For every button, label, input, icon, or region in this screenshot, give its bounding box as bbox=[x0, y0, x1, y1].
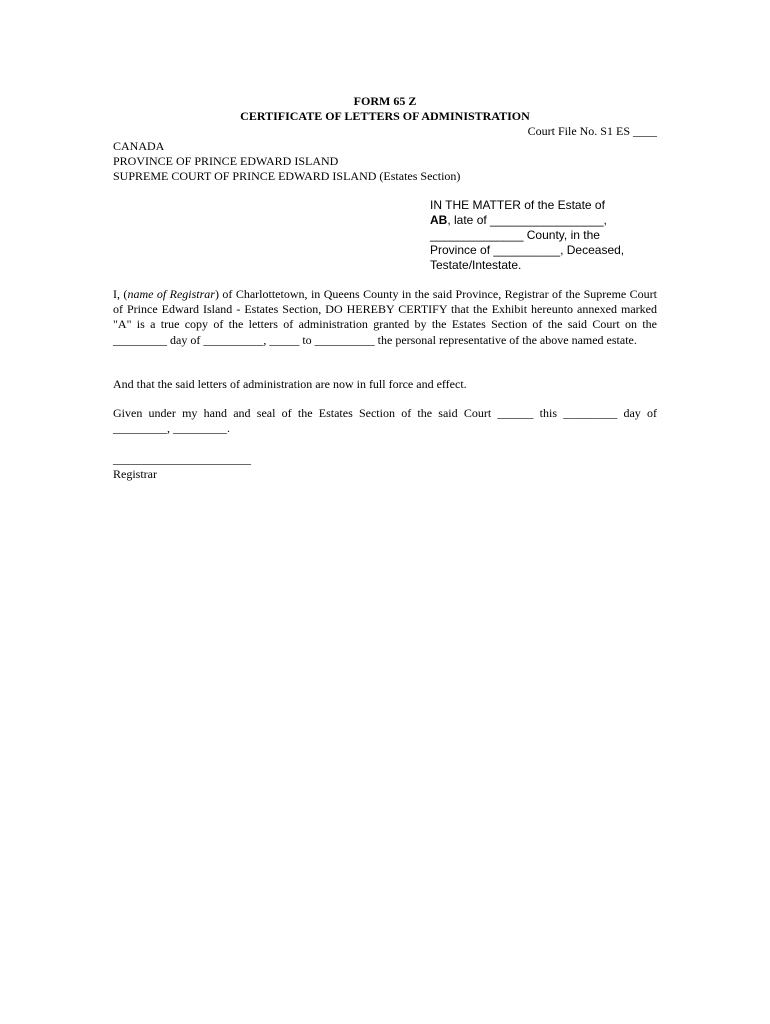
matter-block bbox=[430, 198, 670, 273]
matter-line-3: ______________ County, in the bbox=[430, 228, 600, 242]
jurisdiction-block bbox=[113, 139, 460, 184]
form-number-title: FORM 65 Z bbox=[353, 94, 417, 108]
p1-start: I, ( bbox=[113, 287, 128, 301]
given-under-paragraph: Given under my hand and seal of the Estates Section of the said Court ______ this _________ day of _________, _________. bbox=[113, 406, 657, 436]
country-line: CANADA bbox=[113, 139, 165, 153]
matter-line-2 bbox=[430, 213, 670, 228]
matter-line-1: IN THE MATTER of the Estate of bbox=[430, 198, 605, 212]
matter-line-2-rest: , late of _________________, bbox=[447, 213, 607, 227]
court-file-number: Court File No. S1 ES ____ bbox=[527, 124, 657, 138]
province-line: PROVINCE OF PRINCE EDWARD ISLAND bbox=[113, 154, 339, 168]
registrar-name-placeholder: name of Registrar bbox=[127, 287, 215, 301]
matter-line-5: Testate/Intestate. bbox=[430, 258, 522, 272]
court-line: SUPREME COURT OF PRINCE EDWARD ISLAND (Estates Section) bbox=[113, 169, 461, 183]
estate-initials: AB bbox=[430, 213, 448, 227]
signature-line: _______________________ bbox=[113, 452, 251, 466]
force-effect-paragraph: And that the said letters of administration are now in full force and effect. bbox=[113, 377, 467, 391]
certification-paragraph bbox=[113, 287, 657, 348]
p1-rest: ) of Charlottetown, in Queens County in the said Province, Registrar of the Supreme Court of Prince Edward Island - Estates Section, DO HEREBY CERTIFY that the Exhibit hereunto annexed marked "A" is a true copy of the letters of administration granted by the Estates Section of the said Court on the _________ day of __________, _____ to __________ the personal representative of the above named estate. bbox=[113, 287, 658, 347]
form-subtitle: CERTIFICATE OF LETTERS OF ADMINISTRATION bbox=[240, 109, 530, 123]
registrar-label: Registrar bbox=[113, 467, 157, 481]
matter-line-4: Province of __________, Deceased, bbox=[430, 243, 625, 257]
